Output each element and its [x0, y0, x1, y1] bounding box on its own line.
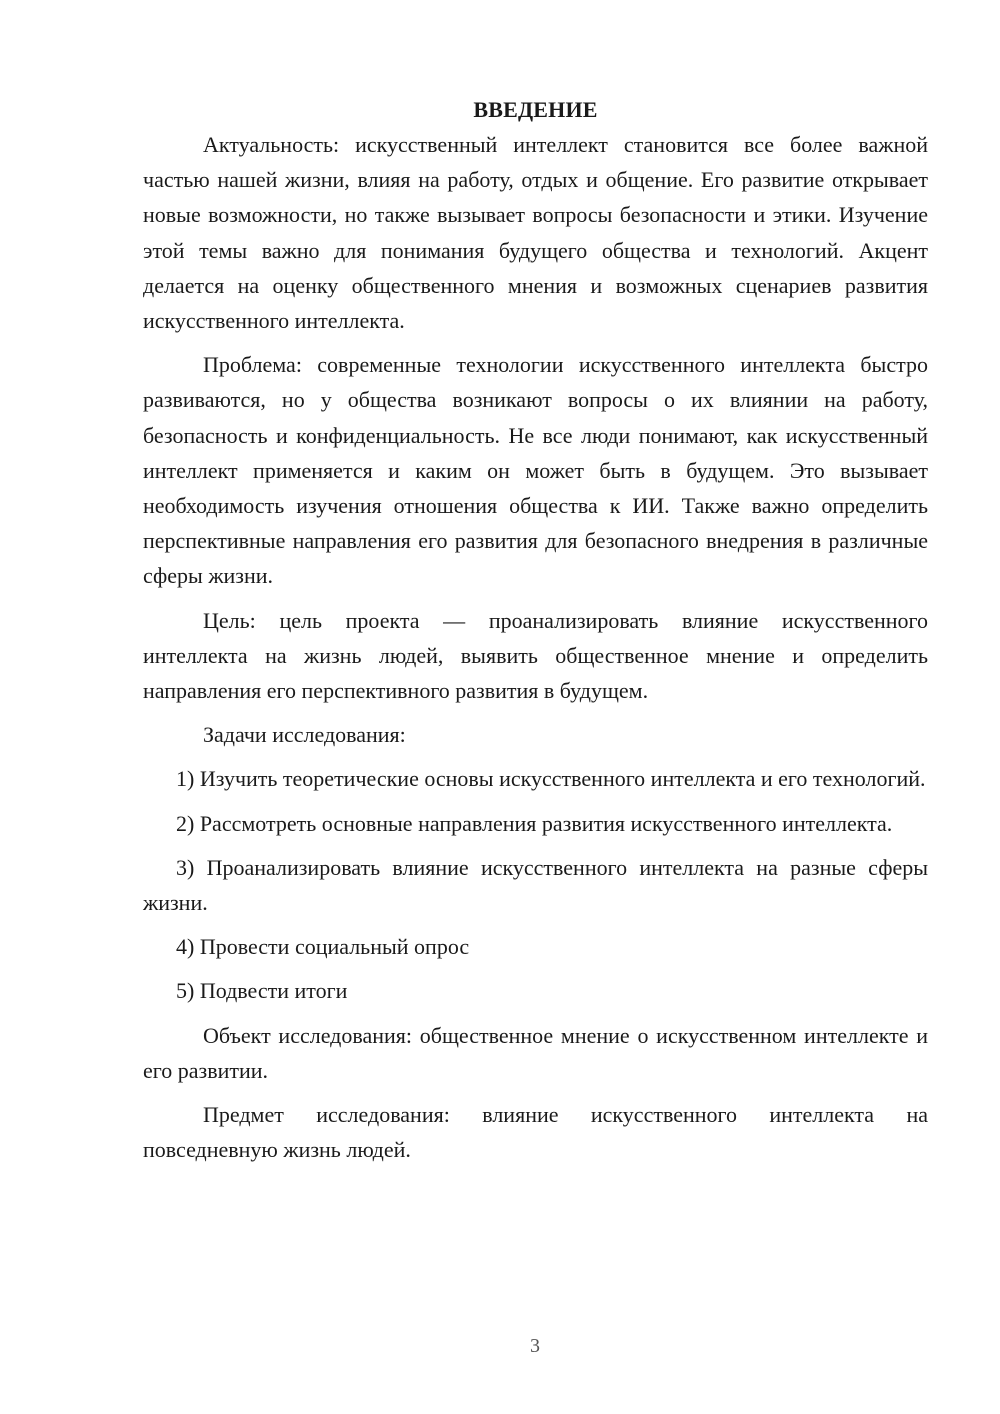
- tasks-list: [143, 761, 928, 1008]
- problem-paragraph: Проблема: современные технологии искусственного интеллекта быстро развиваются, но у общества возникают вопросы о их влиянии на работу, безопасность и конфиденциальность. Не все люди понимают, как искусственный интеллект применяется и каким он может быть в будущем. Это вызывает необходимость изучения отношения общества к ИИ. Также важно определить перспективные направления его развития для безопасного внедрения в различные сферы жизни.: [143, 352, 928, 589]
- goal-paragraph: Цель: цель проекта — проанализировать влияние искусственного интеллекта на жизнь людей, выявить общественное мнение и определить направления его перспективного развития в будущем.: [143, 607, 928, 704]
- task-item-4: 4) Провести социальный опрос: [176, 934, 470, 960]
- research-object-paragraph: Объект исследования: общественное мнение о искусственном интеллекте и его развитии.: [143, 1022, 928, 1083]
- tasks-title: Задачи исследования:: [203, 722, 406, 748]
- document-body: [143, 94, 928, 1176]
- task-item-2: 2) Рассмотреть основные направления развития искусственного интеллекта.: [176, 810, 893, 836]
- section-heading: ВВЕДЕНИЕ: [473, 97, 598, 122]
- task-item-3: 3) Проанализировать влияние искусственного интеллекта на разные сферы жизни.: [143, 854, 928, 916]
- task-item-1: 1) Изучить теоретические основы искусственного интеллекта и его технологий.: [176, 766, 926, 792]
- page-number: 3: [530, 1335, 540, 1357]
- task-item-5: 5) Подвести итоги: [176, 978, 348, 1004]
- relevance-paragraph: Актуальность: искусственный интеллект становится все более важной частью нашей жизни, влияя на работу, отдых и общение. Его развитие открывает новые возможности, но также вызывает вопросы безопасности и этики. Изучение этой темы важно для понимания будущего общества и технологий. Акцент делается на оценку общественного мнения и возможных сценариев развития искусственного интеллекта.: [143, 132, 928, 334]
- research-subject-paragraph: Предмет исследования: влияние искусственного интеллекта на повседневную жизнь людей.: [143, 1102, 928, 1163]
